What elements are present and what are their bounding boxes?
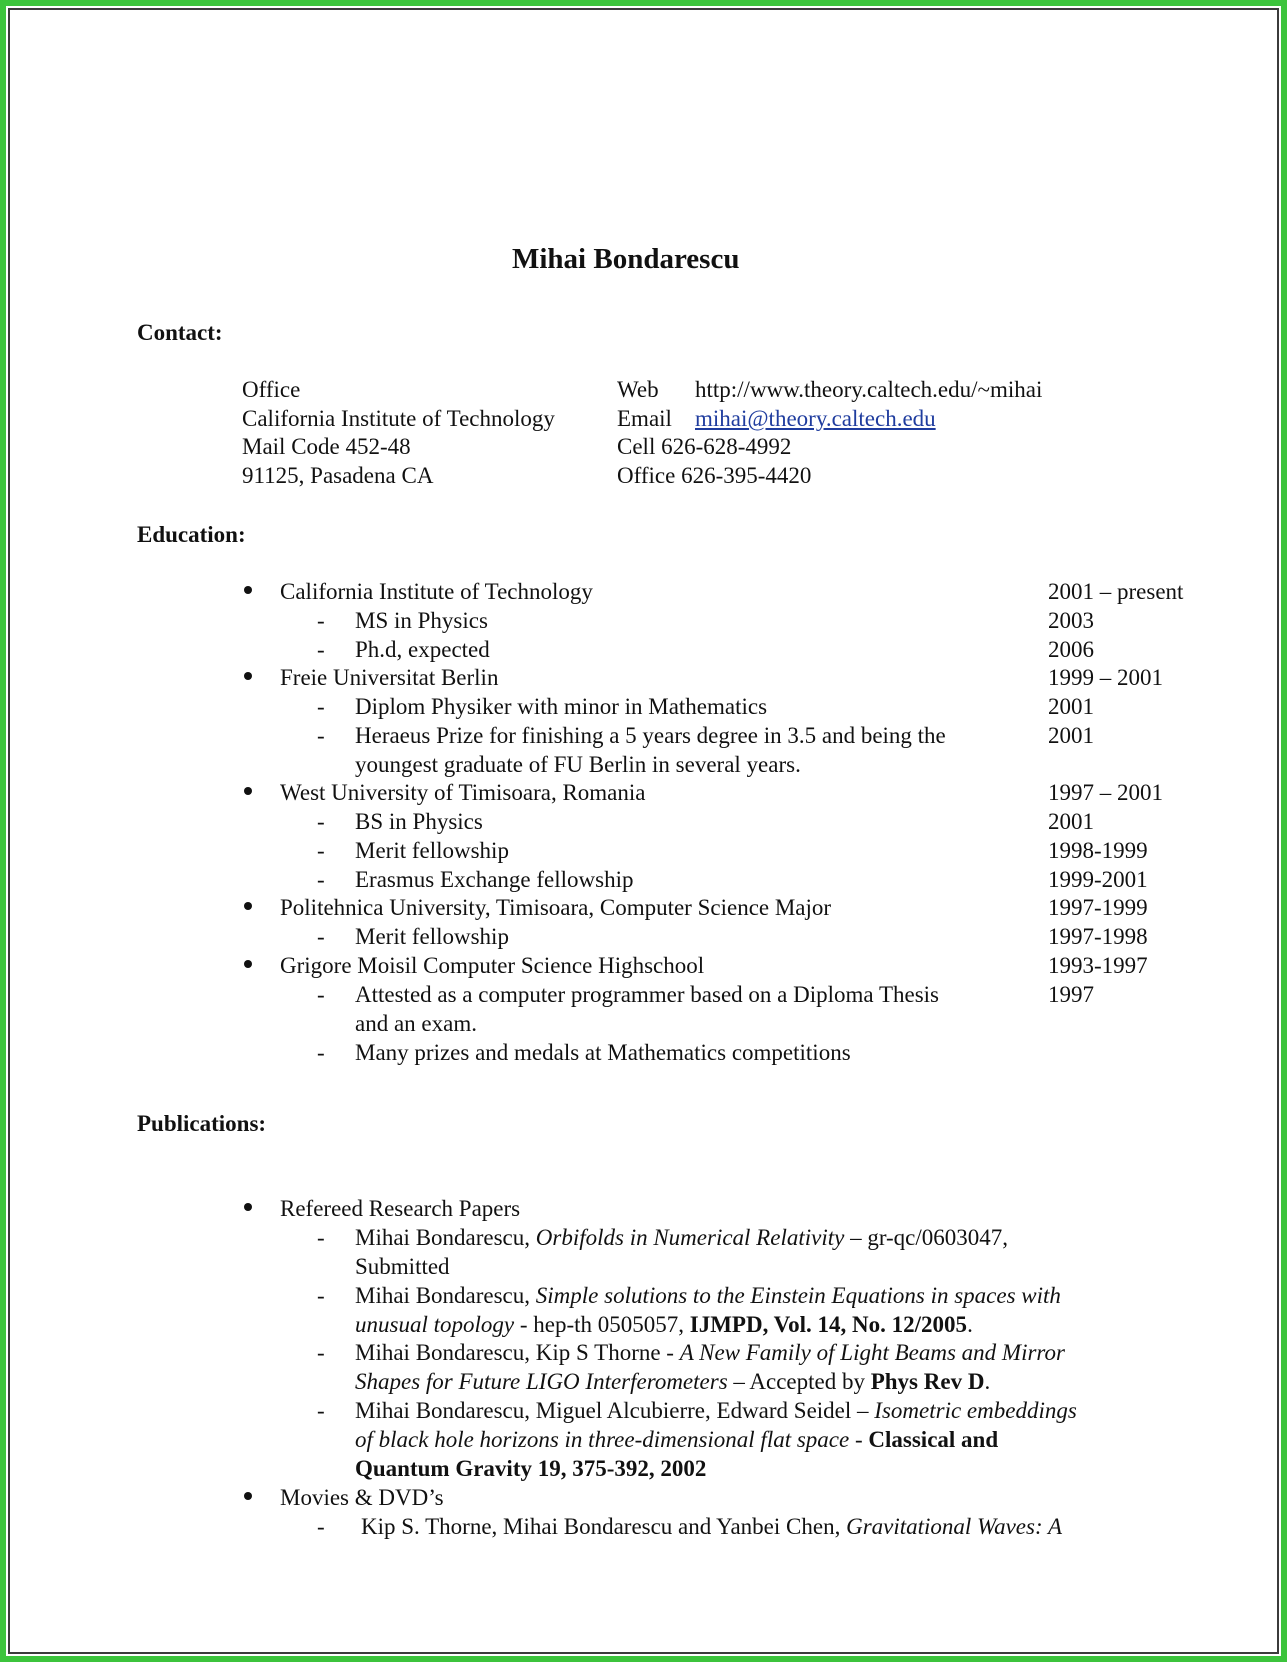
edu-caltech-date: 2001 – present <box>1048 579 1184 604</box>
publications-heading: Publications: <box>137 1111 267 1136</box>
bullet-icon <box>244 1203 252 1211</box>
edu-west-item-date: 1999-2001 <box>1048 867 1148 892</box>
edu-fu-date: 1999 – 2001 <box>1048 665 1163 690</box>
contact-office-phone: Office 626-395-4420 <box>617 463 812 488</box>
pub-paper-4: Mihai Bondarescu, Miguel Alcubierre, Edward Seidel – Isometric embeddings <box>355 1398 1077 1423</box>
dash-icon: - <box>317 809 325 834</box>
edu-west-item-date: 2001 <box>1048 809 1094 834</box>
contact-email-link[interactable]: mihai@theory.caltech.edu <box>695 406 936 431</box>
edu-fu-item-date: 2001 <box>1048 723 1094 748</box>
contact-web-label: Web <box>617 377 659 402</box>
bullet-icon <box>244 787 252 795</box>
edu-caltech-name: California Institute of Technology <box>280 579 593 604</box>
pub-paper-4-cont: of black hole horizons in three-dimensional flat space - Classical and <box>355 1427 999 1452</box>
dash-icon: - <box>317 637 325 662</box>
education-heading: Education: <box>137 522 246 547</box>
pub-paper-2: Mihai Bondarescu, Simple solutions to the Einstein Equations in spaces with <box>355 1283 1061 1308</box>
contact-city: 91125, Pasadena CA <box>242 463 434 488</box>
edu-west-item-date: 1998-1999 <box>1048 838 1148 863</box>
edu-fu-item: Heraeus Prize for finishing a 5 years degree in 3.5 and being the <box>355 723 946 748</box>
edu-fu-item-cont: youngest graduate of FU Berlin in several years. <box>355 752 801 777</box>
edu-moisil-item: Many prizes and medals at Mathematics competitions <box>355 1040 851 1065</box>
edu-west-item: Merit fellowship <box>355 838 509 863</box>
bullet-icon <box>244 586 252 594</box>
dash-icon: - <box>317 694 325 719</box>
pub-movie-1: Kip S. Thorne, Mihai Bondarescu and Yanbei Chen, Gravitational Waves: A <box>361 1514 1063 1539</box>
edu-caltech-item: MS in Physics <box>355 608 488 633</box>
dash-icon: - <box>317 924 325 949</box>
dash-icon: - <box>317 982 325 1007</box>
edu-caltech-item-date: 2003 <box>1048 608 1094 633</box>
contact-office-label: Office <box>242 377 301 402</box>
dash-icon: - <box>317 1225 325 1250</box>
edu-moisil-item-cont: and an exam. <box>355 1011 477 1036</box>
pub-paper-2-cont: unusual topology - hep-th 0505057, IJMPD, Vol. 14, No. 12/2005. <box>355 1312 973 1337</box>
contact-cell: Cell 626-628-4992 <box>617 434 792 459</box>
pub-paper-1: Mihai Bondarescu, Orbifolds in Numerical Relativity – gr-qc/0603047, <box>355 1225 1009 1250</box>
pub-paper-4-journal: Quantum Gravity 19, 375-392, 2002 <box>355 1456 707 1481</box>
dash-icon: - <box>317 1514 325 1539</box>
edu-fu-name: Freie Universitat Berlin <box>280 665 499 690</box>
dash-icon: - <box>317 1340 325 1365</box>
contact-mail-code: Mail Code 452-48 <box>242 434 411 459</box>
edu-poli-item-date: 1997-1998 <box>1048 924 1148 949</box>
pub-paper-1-status: Submitted <box>355 1254 450 1279</box>
edu-fu-item-date: 2001 <box>1048 694 1094 719</box>
edu-west-item: BS in Physics <box>355 809 483 834</box>
contact-institution: California Institute of Technology <box>242 406 555 431</box>
edu-west-date: 1997 – 2001 <box>1048 780 1163 805</box>
dash-icon: - <box>317 1398 325 1423</box>
dash-icon: - <box>317 608 325 633</box>
dash-icon: - <box>317 723 325 748</box>
edu-moisil-item-date: 1997 <box>1048 982 1094 1007</box>
pub-paper-3-cont: Shapes for Future LIGO Interferometers – Accepted by Phys Rev D. <box>355 1369 991 1394</box>
dash-icon: - <box>317 1283 325 1308</box>
edu-poli-item: Merit fellowship <box>355 924 509 949</box>
pub-paper-3: Mihai Bondarescu, Kip S Thorne - A New Family of Light Beams and Mirror <box>355 1340 1065 1365</box>
dash-icon: - <box>317 838 325 863</box>
contact-email-label: Email <box>617 406 672 431</box>
edu-west-name: West University of Timisoara, Romania <box>280 780 646 805</box>
edu-caltech-item-date: 2006 <box>1048 637 1094 662</box>
edu-moisil-date: 1993-1997 <box>1048 953 1148 978</box>
bullet-icon <box>244 1492 252 1500</box>
edu-poli-date: 1997-1999 <box>1048 895 1148 920</box>
bullet-icon <box>244 672 252 680</box>
dash-icon: - <box>317 867 325 892</box>
contact-web-value: http://www.theory.caltech.edu/~mihai <box>695 377 1043 402</box>
pub-movies-label: Movies & DVD’s <box>280 1485 444 1510</box>
edu-west-item: Erasmus Exchange fellowship <box>355 867 634 892</box>
contact-heading: Contact: <box>137 320 223 345</box>
pub-refereed-label: Refereed Research Papers <box>280 1196 521 1221</box>
edu-moisil-item: Attested as a computer programmer based on a Diploma Thesis <box>355 982 939 1007</box>
dash-icon: - <box>317 1040 325 1065</box>
edu-fu-item: Diplom Physiker with minor in Mathematics <box>355 694 768 719</box>
edu-moisil-name: Grigore Moisil Computer Science Highschool <box>280 953 705 978</box>
edu-poli-name: Politehnica University, Timisoara, Computer Science Major <box>280 895 832 920</box>
edu-caltech-item: Ph.d, expected <box>355 637 490 662</box>
bullet-icon <box>244 902 252 910</box>
resume-title: Mihai Bondarescu <box>512 243 740 275</box>
bullet-icon <box>244 960 252 968</box>
